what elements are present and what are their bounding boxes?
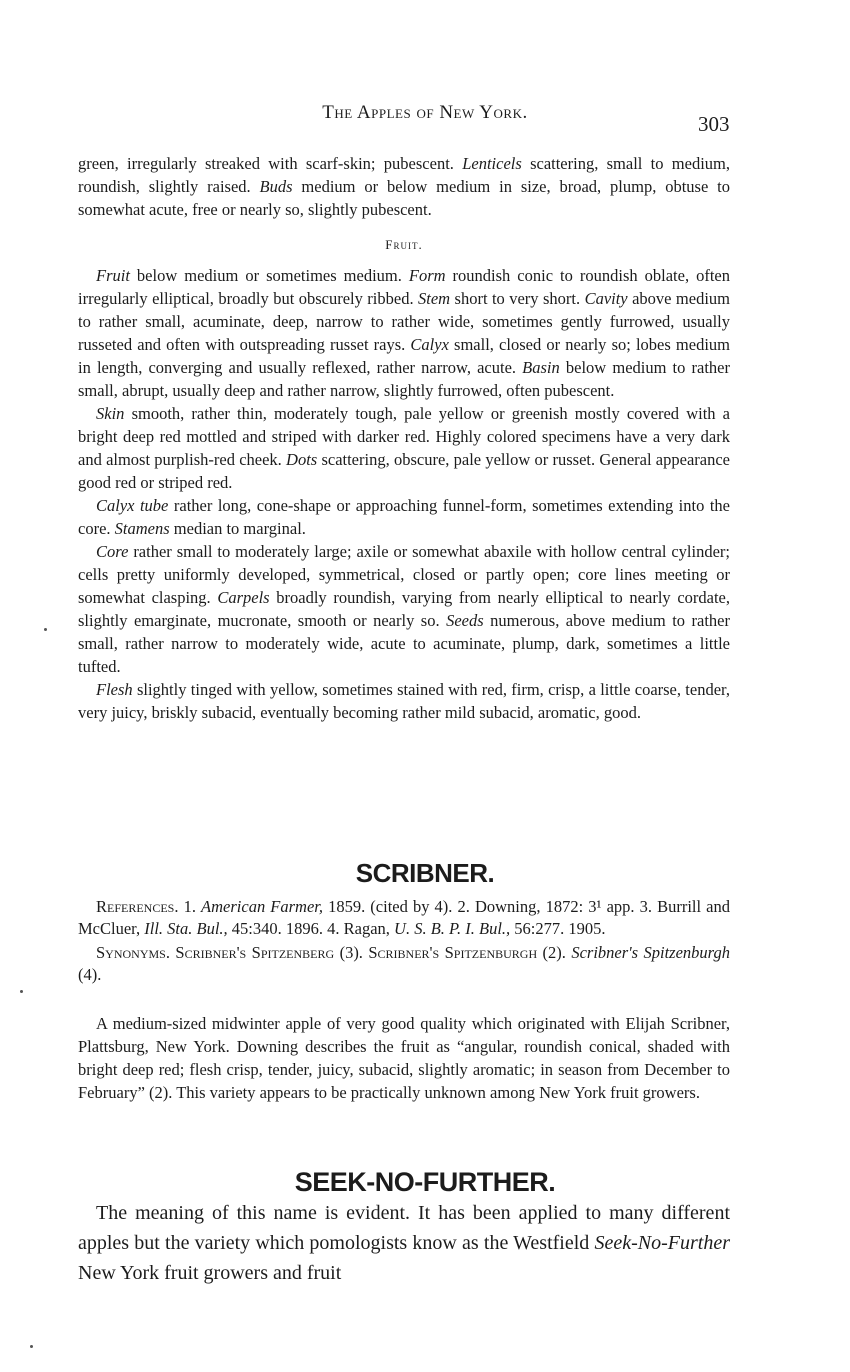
scribner-references-block (78, 896, 730, 986)
synonyms-paragraph: Synonyms. Scribner's Spitzenberg (3). Scribner's Spitzenburgh (2). Scribner's Spitzenburgh (4). (78, 943, 730, 984)
core-paragraph: Core rather small to moderately large; axile or somewhat abaxile with hollow central cylinder; cells pretty uniformly developed, symmetrical, closed or partly open; core lines meeting or somewhat clasping. Carpels broadly roundish, varying from nearly elliptical to nearly cordate, slightly emarginate, mucronate, smooth or nearly so. Seeds numerous, above medium to rather small, rather narrow to moderately wide, acute to acuminate, plump, dark, sometimes a little tufted. (78, 542, 730, 676)
scan-speck (44, 628, 47, 631)
scribner-title: SCRIBNER. (355, 858, 495, 888)
scribner-description-block (78, 1012, 730, 1104)
seek-no-further-title: SEEK-NO-FURTHER. (294, 1167, 556, 1197)
page-number: 303 (698, 112, 730, 136)
flesh-paragraph: Flesh slightly tinged with yellow, sometimes stained with red, firm, crisp, a little coarse, tender, very juicy, briskly subacid, eventually becoming rather mild subacid, aromatic, good. (78, 680, 730, 722)
seek-no-further-paragraph: The meaning of this name is evident. It has been applied to many different apples but the variety which pomologists know as the Westfield Seek-No-Further New York fruit growers and fruit (78, 1202, 730, 1284)
running-head: The Apples of New York. (322, 102, 528, 123)
intro-paragraph: green, irregularly streaked with scarf-skin; pubescent. Lenticels scattering, small to medium, roundish, slightly raised. Buds medium or below medium in size, broad, plump, obtuse to somewhat acute, free or nearly so, slightly pubescent. (78, 154, 731, 219)
description-text-block (78, 152, 730, 724)
buds-label: Buds (259, 177, 293, 196)
fruit-paragraph: Fruit below medium or sometimes medium. Form roundish conic to roundish oblate, often irregularly elliptical, broadly but obscurely ribbed. Stem short to very short. Cavity above medium to rather small, acuminate, deep, narrow to rather wide, sometimes gently furrowed, usually russeted and often with outspreading russet rays. Calyx small, closed or nearly so; lobes medium in length, converging and usually reflexed, rather narrow, acute. Basin below medium to rather small, abrupt, usually deep and rather narrow, slightly furrowed, often pubescent. (78, 266, 730, 400)
lenticels-label: Lenticels (462, 154, 522, 173)
seek-no-further-block (78, 1198, 730, 1288)
skin-paragraph: Skin smooth, rather thin, moderately tough, pale yellow or greenish mostly covered with a bright deep red mottled and striped with darker red. Highly colored specimens have a very dark and almost purplish-red cheek. Dots scattering, obscure, pale yellow or russet. General appearance good red or striped red. (78, 404, 730, 492)
scan-speck (20, 990, 23, 993)
fruit-section-heading: Fruit. (385, 237, 423, 252)
scan-speck (30, 1345, 33, 1348)
scribner-description: A medium-sized midwinter apple of very good quality which originated with Elijah Scribner, Plattsburg, New York. Downing describes the fruit as “angular, roundish conical, shaded with bright deep red; flesh crisp, tender, juicy, subacid, slightly aromatic; in season from December to February” (2). This variety appears to be practically unknown among New York fruit growers. (78, 1014, 730, 1102)
calyx-tube-paragraph: Calyx tube rather long, cone-shape or approaching funnel-form, sometimes extending into the core. Stamens median to marginal. (78, 496, 730, 538)
references-paragraph: References. 1. American Farmer, 1859. (cited by 4). 2. Downing, 1872: 3¹ app. 3. Burrill and McCluer, Ill. Sta. Bul., 45:340. 1896. 4. Ragan, U. S. B. P. I. Bul., 56:277. 1905. (78, 897, 730, 938)
